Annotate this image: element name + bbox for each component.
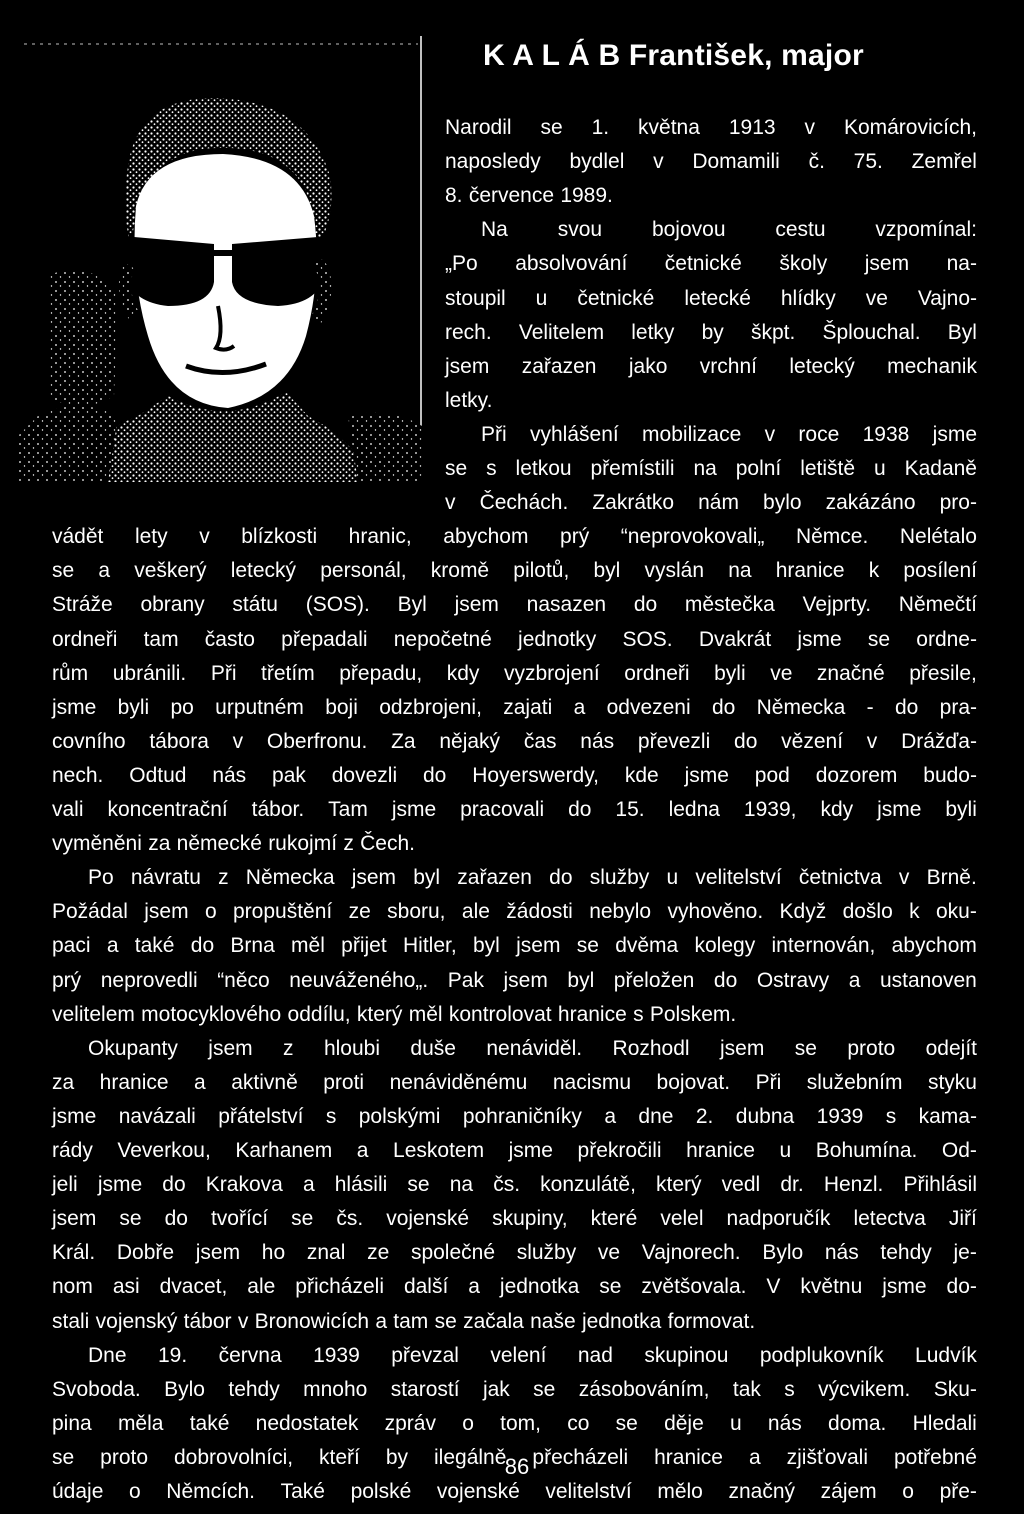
text-line: stoupil u četnické letecké hlídky ve Vajno- (445, 287, 977, 310)
text-line: prý neprovedli “něco neuváženého„. Pak jsem byl přeložen do Ostravy a ustanoven (52, 969, 977, 992)
portrait-photo-icon (18, 36, 422, 482)
text-line: stali vojenský tábor v Bronowicích a tam se začala naše jednotka formovat. (52, 1310, 756, 1333)
text-line: rům ubránili. Při třetím přepadu, kdy vyzbrojení ordneři byli ve značné přesile, (52, 662, 977, 685)
text-line: „Po absolvování četnické školy jsem na- (445, 252, 977, 275)
text-line: jsme navázali přátelství s polskými pohraničníky a dne 2. dubna 1939 s kama- (52, 1105, 977, 1128)
text-line: ordneři tam často přepadali nepočetné jednotky SOS. Dvakrát jsme se ordne- (52, 628, 977, 651)
text-line: 8. července 1989. (445, 184, 613, 207)
text-line: se s letkou přemístili na polní letiště u Kadaně (445, 457, 977, 480)
text-line: Stráže obrany státu (SOS). Byl jsem nasazen do městečka Vejprty. Němečtí (52, 593, 977, 616)
text-line: Požádal jsem o propuštění ze sboru, ale žádosti nebylo vyhověno. Když došlo k oku- (52, 900, 977, 923)
text-line: Král. Dobře jsem ho znal ze společné služby ve Vajnorech. Bylo nás tehdy je- (52, 1241, 977, 1264)
text-line: údaje o Němcích. Také polské vojenské velitelství mělo značný zájem o pře- (52, 1480, 977, 1503)
text-line: Při vyhlášení mobilizace v roce 1938 jsme (481, 423, 977, 446)
text-line: Okupanty jsem z hloubi duše nenáviděl. Rozhodl jsem se proto odejít (88, 1037, 977, 1060)
text-line: rády Veverkou, Karhanem a Leskotem jsme překročili hranice u Bohumína. Od- (52, 1139, 977, 1162)
text-line: vali koncentrační tábor. Tam jsme pracovali do 15. ledna 1939, kdy jsme byli (52, 798, 977, 821)
text-line: nech. Odtud nás pak dovezli do Hoyerswerdy, kde jsme pod dozorem budo- (52, 764, 977, 787)
portrait-photo (18, 36, 422, 482)
page-number: 86 (504, 1454, 530, 1479)
text-line: vádět lety v blízkosti hranic, abychom prý “neprovokovali„ Němce. Nelétalo (52, 525, 977, 548)
text-line: velitelem motocyklového oddílu, který měl kontrolovat hranice s Polskem. (52, 1003, 737, 1026)
page-title: K A L Á B František, major (483, 39, 864, 72)
text-line: paci a také do Brna měl přijet Hitler, byl jsem se dvěma kolegy internován, abychom (52, 934, 977, 957)
text-line: naposledy bydlel v Domamili č. 75. Zemřel (445, 150, 977, 173)
text-line: letky. (445, 389, 493, 412)
text-line: v Čechách. Zakrátko nám bylo zakázáno pro- (445, 491, 977, 514)
text-line: se proto dobrovolníci, kteří by ilegálně přecházeli hranice a zjišťovali potřebné (52, 1446, 977, 1469)
text-line: za hranice a aktivně proti nenáviděnému nacismu bojovat. Při služebním styku (52, 1071, 977, 1094)
text-line: rech. Velitelem letky by škpt. Šplouchal. Byl (445, 321, 977, 344)
text-line: jeli jsme do Krakova a hlásili se na čs. konzulátě, který vedl dr. Henzl. Přihlásil (52, 1173, 977, 1196)
text-line: jsem zařazen jako vrchní letecký mechanik (445, 355, 977, 378)
text-line: Po návratu z Německa jsem byl zařazen do služby u velitelství četnictva v Brně. (88, 866, 977, 889)
text-line: jsem se do tvořící se čs. vojenské skupiny, které velel nadporučík letectva Jiří (52, 1207, 977, 1230)
text-line: Na svou bojovou cestu vzpomínal: (481, 218, 977, 241)
text-line: jsme byli po urputném boji odzbrojeni, zajati a odvezeni do Německa - do pra- (52, 696, 977, 719)
text-line: vyměněni za německé rukojmí z Čech. (52, 832, 415, 855)
text-line: Dne 19. června 1939 převzal velení nad skupinou podplukovník Ludvík (88, 1344, 977, 1367)
text-line: nom asi dvacet, ale přicházeli další a jednotka se zvětšovala. V květnu jsme do- (52, 1275, 977, 1298)
text-line: pina měla také nedostatek zpráv o tom, co se děje u nás doma. Hledali (52, 1412, 977, 1435)
text-line: Narodil se 1. května 1913 v Komárovicích, (445, 116, 977, 139)
text-line: se a veškerý letecký personál, kromě pilotů, byl vyslán na hranice k posílení (52, 559, 977, 582)
text-line: covního tábora v Oberfronu. Za nějaký čas nás převezli do vězení v Drážďa- (52, 730, 977, 753)
text-line: Svoboda. Bylo tehdy mnoho starostí jak se zásobováním, tak s výcvikem. Sku- (52, 1378, 977, 1401)
